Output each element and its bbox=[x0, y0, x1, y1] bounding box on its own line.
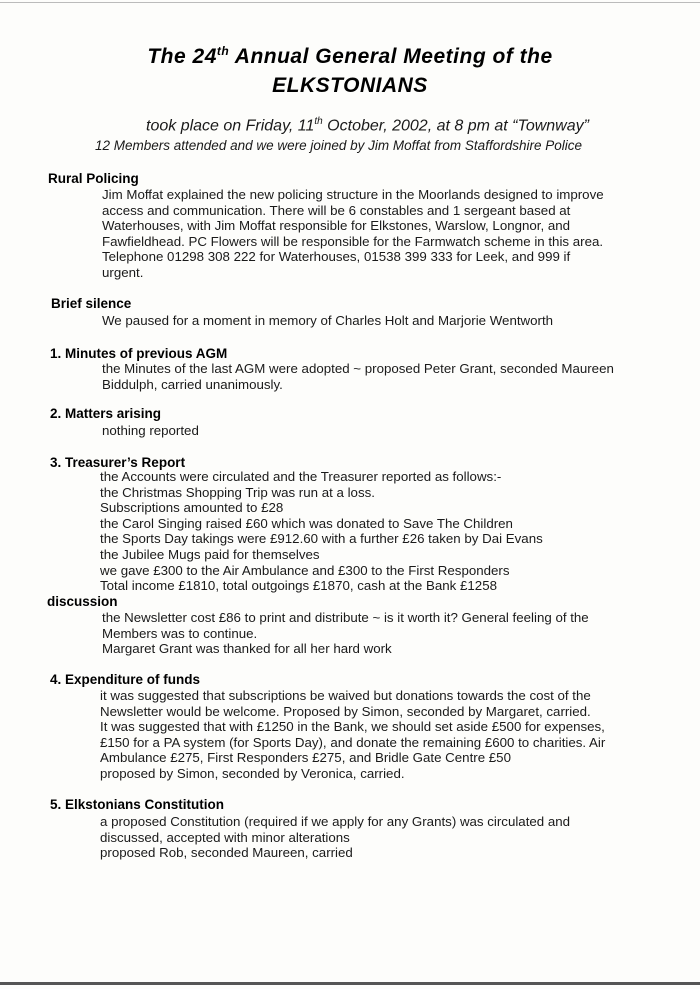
text-line: We paused for a moment in memory of Charles Holt and Marjorie Wentworth bbox=[102, 313, 554, 328]
text-line: urgent. bbox=[102, 264, 144, 280]
heading-treasurers-report: 3. Treasurer’s Report bbox=[50, 455, 186, 470]
text-line: the Minutes of the last AGM were adopted ~ proposed Peter Grant, seconded Maureen bbox=[102, 361, 614, 376]
text-line: proposed Rob, seconded Maureen, carried bbox=[100, 845, 353, 861]
text-line: Margaret Grant was thanked for all her hard work bbox=[102, 641, 392, 657]
expenditure-text bbox=[100, 688, 605, 782]
title-part: Annual General Meeting of the bbox=[229, 45, 553, 68]
text-line: Members was to continue. bbox=[102, 625, 258, 641]
treasurers-report-text bbox=[100, 469, 543, 594]
title-superscript: th bbox=[216, 44, 230, 58]
text-line: Telephone 01298 308 222 for Waterhouses, 01538 399 333 for Leek, and 999 if bbox=[102, 249, 571, 265]
attendance-line: 12 Members attended and we were joined by Jim Moffat from Staffordshire Police bbox=[95, 138, 582, 153]
text-line: Fawfieldhead. PC Flowers will be responsible for the Farmwatch scheme in this area. bbox=[102, 233, 604, 249]
date-part: took place on Friday, 11 bbox=[146, 117, 315, 135]
text-line: it was suggested that subscriptions be waived but donations towards the cost of the bbox=[100, 688, 591, 703]
meeting-date-line bbox=[146, 116, 589, 135]
text-line: Ambulance £275, First Responders £275, and Bridle Gate Centre £50 bbox=[100, 750, 511, 766]
heading-constitution: 5. Elkstonians Constitution bbox=[50, 797, 225, 812]
title-part: The 24 bbox=[147, 45, 217, 68]
text-line: the Carol Singing raised £60 which was donated to Save The Children bbox=[100, 515, 513, 531]
text-line: Total income £1810, total outgoings £1870, cash at the Bank £1258 bbox=[100, 578, 497, 594]
date-part: October, 2002, at 8 pm at “Townway” bbox=[322, 117, 589, 135]
heading-rural-policing: Rural Policing bbox=[48, 171, 139, 186]
text-line: access and communication. There will be 6 constables and 1 sergeant based at bbox=[102, 202, 571, 218]
text-line: a proposed Constitution (required if we apply for any Grants) was circulated and bbox=[100, 814, 571, 829]
title-line-2: ELKSTONIANS bbox=[272, 74, 428, 97]
heading-discussion: discussion bbox=[47, 594, 118, 609]
text-line: the Jubilee Mugs paid for themselves bbox=[100, 546, 320, 562]
text-line: proposed by Simon, seconded by Veronica, carried. bbox=[100, 765, 405, 781]
text-line: Jim Moffat explained the new policing structure in the Moorlands designed to improve bbox=[102, 187, 604, 202]
text-line: Newsletter would be welcome. Proposed by Simon, seconded by Margaret, carried. bbox=[100, 703, 591, 719]
discussion-text bbox=[102, 610, 589, 657]
heading-matters-arising: 2. Matters arising bbox=[50, 406, 162, 421]
title-line-1 bbox=[0, 44, 700, 69]
scan-edge-top bbox=[0, 2, 700, 3]
text-line: Subscriptions amounted to £28 bbox=[100, 500, 284, 516]
minutes-text bbox=[102, 361, 614, 392]
scan-edge-bottom bbox=[0, 982, 700, 985]
text-line: nothing reported bbox=[102, 423, 199, 438]
brief-silence-text bbox=[102, 313, 553, 329]
text-line: the Sports Day takings were £912.60 with a further £26 taken by Dai Evans bbox=[100, 531, 543, 547]
date-superscript: th bbox=[314, 116, 323, 127]
heading-expenditure: 4. Expenditure of funds bbox=[50, 672, 201, 687]
text-line: discussed, accepted with minor alterations bbox=[100, 829, 350, 845]
heading-minutes: 1. Minutes of previous AGM bbox=[50, 346, 228, 361]
text-line: £150 for a PA system (for Sports Day), and donate the remaining £600 to charities. Air bbox=[100, 734, 606, 750]
text-line: the Accounts were circulated and the Treasurer reported as follows:- bbox=[100, 469, 502, 484]
matters-arising-text bbox=[102, 423, 199, 439]
text-line: Biddulph, carried unanimously. bbox=[102, 376, 283, 392]
text-line: we gave £300 to the Air Ambulance and £300 to the First Responders bbox=[100, 562, 510, 578]
text-line: the Newsletter cost £86 to print and distribute ~ is it worth it? General feeling of the bbox=[102, 610, 589, 625]
text-line: Waterhouses, with Jim Moffat responsible for Elkstones, Warslow, Longnor, and bbox=[102, 218, 571, 234]
constitution-text bbox=[100, 814, 570, 861]
text-line: It was suggested that with £1250 in the Bank, we should set aside £500 for expenses, bbox=[100, 719, 605, 735]
rural-policing-text bbox=[102, 187, 604, 281]
text-line: the Christmas Shopping Trip was run at a loss. bbox=[100, 484, 375, 500]
heading-brief-silence: Brief silence bbox=[51, 296, 132, 311]
